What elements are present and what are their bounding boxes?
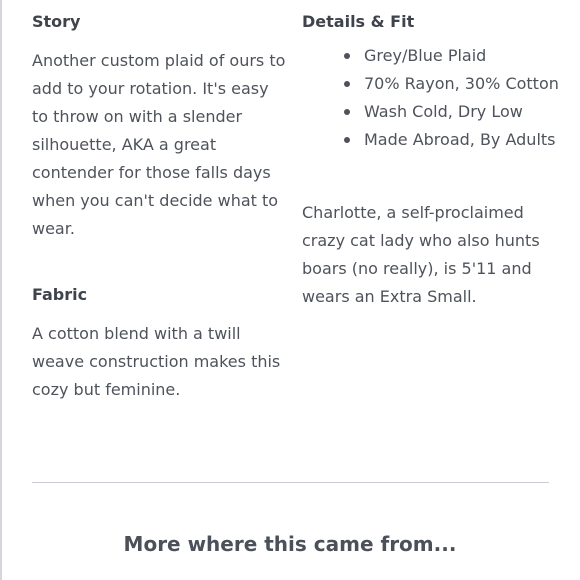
left-edge-border bbox=[0, 0, 2, 580]
story-heading: Story bbox=[32, 12, 81, 31]
list-item-label: Wash Cold, Dry Low bbox=[364, 102, 523, 121]
bullet-dot-icon bbox=[344, 53, 350, 59]
bullet-dot-icon bbox=[344, 81, 350, 87]
list-item bbox=[302, 130, 562, 149]
bullet-dot-icon bbox=[344, 137, 350, 143]
list-item-label: Grey/Blue Plaid bbox=[364, 46, 487, 65]
list-item bbox=[302, 46, 562, 65]
details-list bbox=[302, 46, 562, 158]
list-item-label: Made Abroad, By Adults bbox=[364, 130, 556, 149]
bullet-dot-icon bbox=[344, 109, 350, 115]
model-fit-text: Charlotte, a self-proclaimed crazy cat lady who also hunts boars (no really), is 5'11 and wears an Extra Small. bbox=[302, 203, 540, 306]
section-divider bbox=[32, 482, 549, 483]
fabric-heading: Fabric bbox=[32, 285, 88, 304]
more-section-title: More where this came from... bbox=[123, 532, 457, 556]
list-item bbox=[302, 102, 562, 121]
list-item-label: 70% Rayon, 30% Cotton bbox=[364, 74, 559, 93]
list-item bbox=[302, 74, 562, 93]
details-heading: Details & Fit bbox=[302, 12, 415, 31]
fabric-text: A cotton blend with a twill weave construction makes this cozy but feminine. bbox=[32, 324, 281, 399]
story-text: Another custom plaid of ours to add to your rotation. It's easy to throw on with a slender silhouette, AKA a great contender for those falls days when you can't decide what to wear. bbox=[32, 51, 286, 238]
